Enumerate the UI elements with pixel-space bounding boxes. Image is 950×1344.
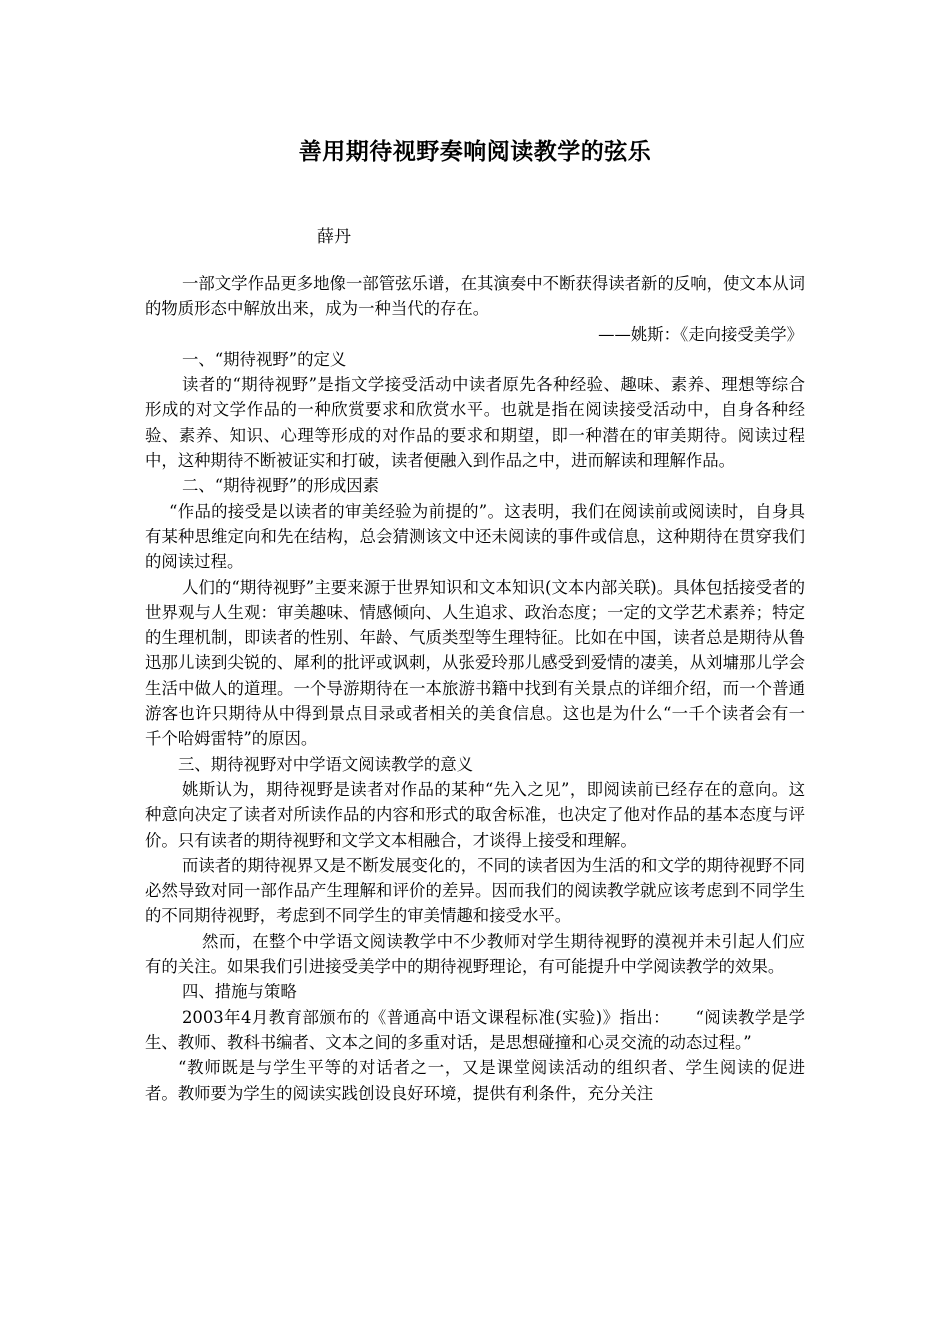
paragraph: “教师既是与学生平等的对话者之一，又是课堂阅读活动的组织者、学生阅读的促进者。教师要为学生的阅读实践创设良好环境，提供有利条件，充分关注 [145,1058,805,1103]
section-heading: 四、措施与策略 [182,982,297,1002]
section-heading: 三、期待视野对中学语文阅读教学的意义 [178,754,474,774]
epigraph: 一部文学作品更多地像一部管弦乐谱，在其演奏中不断获得读者新的反响，使文本从词的物质形态中解放出来，成为一种当代的存在。 [145,274,805,319]
paragraph: “作品的接受是以读者的审美经验为前提的”。这表明，我们在阅读前或阅读时，自身具有某种思维定向和先在结构，总会猜测该文中还未阅读的事件或信息，这种期待在贯穿我们的阅读过程。 [145,501,805,572]
author-name: 薛丹 [317,227,351,247]
paragraph: 然而，在整个中学语文阅读教学中不少教师对学生期待视野的漠视并未引起人们应有的关注。如果我们引进接受美学中的期待视野理论，有可能提升中学阅读教学的效果。 [145,931,805,977]
section-heading: 一、“期待视野”的定义 [182,349,347,369]
paragraph: 读者的“期待视野”是指文学接受活动中读者原先各种经验、趣味、素养、理想等综合形成的对文学作品的一种欣赏要求和欣赏水平。也就是指在阅读接受活动中，自身各种经验、素养、知识、心理等形成的对作品的要求和期望，即一种潜在的审美期待。阅读过程中，这种期待不断被证实和打破，读者便融入到作品之中，进而解读和理解作品。 [145,375,805,471]
document-title: 善用期待视野奏响阅读教学的弦乐 [298,139,652,165]
paragraph: 而读者的期待视界又是不断发展变化的，不同的读者因为生活的和文学的期待视野不同必然导致对同一部作品产生理解和评价的差异。因而我们的阅读教学就应该考虑到不同学生的不同期待视野，考虑到不同学生的审美情趣和接受水平。 [145,855,805,926]
epigraph-source: ——姚斯：《走向接受美学》 [598,324,803,344]
paragraph: 姚斯认为，期待视野是读者对作品的某种“先入之见”，即阅读前已经存在的意向。这种意向决定了读者对所读作品的内容和形式的取舍标准，也决定了他对作品的基本态度与评价。只有读者的期待视野和文学文本相融合，才谈得上接受和理解。 [145,779,805,850]
document-body [145,271,805,1106]
section-heading: 二、“期待视野”的形成因素 [182,476,380,496]
paragraph: 2003年4月教育部颁布的《普通高中语文课程标准(实验)》指出： “阅读教学是学生、教师、教科书编者、文本之间的多重对话，是思想碰撞和心灵交流的动态过程。” [145,1007,805,1052]
paragraph: 人们的“期待视野”主要来源于世界知识和文本知识(文本内部关联)。具体包括接受者的世界观与人生观：审美趣味、情感倾向、人生追求、政治态度；一定的文学艺术素养；特定的生理机制，即读者的性别、年龄、气质类型等生理特征。比如在中国，读者总是期待从鲁迅那儿读到尖锐的、犀利的批评或讽刺，从张爱玲那儿感受到爱情的凄美，从刘墉那儿学会生活中做人的道理。一个导游期待在一本旅游书籍中找到有关景点的详细介绍，而一个普通游客也许只期待从中得到景点目录或者相关的美食信息。这也是为什么“一千个读者会有一千个哈姆雷特”的原因。 [145,577,805,749]
